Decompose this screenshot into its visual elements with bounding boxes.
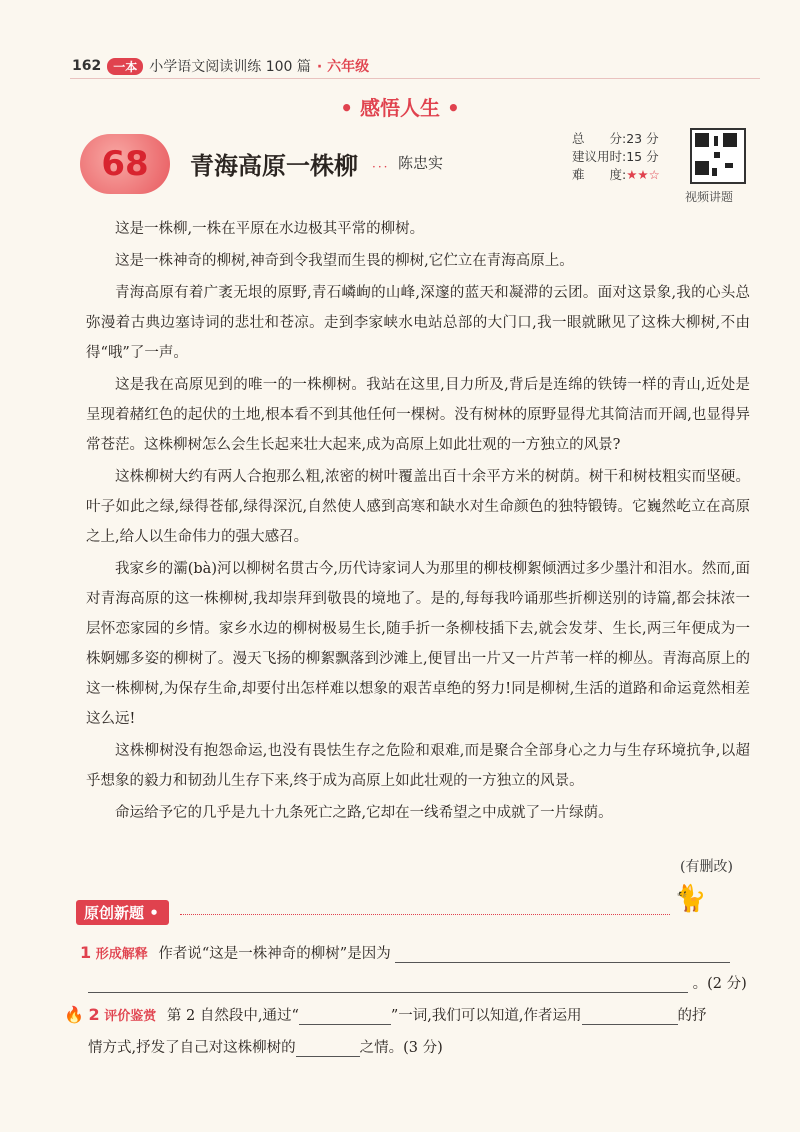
dotted-divider: [180, 914, 670, 915]
answer-blank[interactable]: [88, 978, 688, 993]
question-2-line2: [88, 1036, 758, 1057]
paragraph: 这是一株柳,一株在平原在水边极其平常的柳树。: [115, 221, 425, 237]
answer-blank[interactable]: [299, 1010, 391, 1025]
flame-icon: 🔥: [64, 1005, 84, 1024]
paragraph: 这是我在高原见到的唯一的一株柳树。我站在这里,目力所及,背后是连绵的铁铸一样的青山,近处是呈现着赭红色的起伏的土地,根本看不到其他任何一棵树。没有树林的原野显得尤其简洁而开阔,也显得异常苍茫。这株柳树怎么会生长起来壮大起来,成为高原上如此壮观的一方独立的风景?: [86, 377, 750, 453]
article-body: [86, 214, 750, 830]
question-score: 。(2 分): [692, 976, 747, 992]
question-tag: 评价鉴赏: [104, 1009, 157, 1024]
difficulty-label: 难 度:: [572, 167, 627, 182]
paragraph: 这株柳树没有抱怨命运,也没有畏怯生存之危险和艰难,而是聚合全部身心之力与生存环境抗争,以超乎想象的毅力和韧劲儿生存下来,终于成为高原上如此壮观的一方独立的风景。: [86, 743, 750, 789]
info-box: [572, 130, 660, 184]
running-header: [72, 56, 369, 76]
question-text: 情方式,抒发了自己对这株柳树的: [88, 1040, 296, 1056]
cat-icon: 🐈: [674, 884, 707, 914]
lesson-title: 青海高原一株柳: [190, 152, 358, 180]
question-number: 2: [88, 1005, 100, 1024]
source-note: (有删改): [680, 859, 733, 875]
question-1: [80, 942, 760, 963]
question-tag: 形成解释: [95, 947, 148, 962]
qr-label: 视频讲题: [685, 190, 734, 204]
answer-blank[interactable]: [395, 948, 730, 963]
paragraph: 我家乡的灞(bà)河以柳树名贯古今,历代诗家词人为那里的柳枝柳絮倾洒过多少墨汁和泪水。然而,面对青海高原的这一株柳树,我却崇拜到敬畏的境地了。是的,每每我吟诵那些折柳送别的诗篇,都会抹浓一层怀恋家园的乡情。家乡水边的柳树极易生长,随手折一条柳枝插下去,就会发芽、生长,两三年便成为一株婀娜多姿的柳树了。漫天飞扬的柳絮飘落到沙滩上,便冒出一片又一片芦苇一样的柳丛。青海高原上的这一株柳树,为保存生命,却要付出怎样难以想象的艰苦卓绝的努力!同是柳树,生活的道路和命运竟然相差这么远!: [86, 561, 750, 727]
header-divider: [70, 78, 760, 79]
suggested-time: 建议用时:15 分: [572, 149, 659, 164]
grade-label: · 六年级: [316, 59, 370, 75]
question-text: ”一词,我们可以知道,作者运用: [390, 1008, 582, 1024]
title-dots: ···: [372, 160, 390, 174]
answer-blank[interactable]: [582, 1010, 678, 1025]
paragraph: 这是一株神奇的柳树,神奇到令我望而生畏的柳树,它伫立在青海高原上。: [115, 253, 574, 269]
section-title: • 感悟人生 •: [340, 96, 460, 120]
question-text: 作者说“这是一株神奇的柳树”是因为: [158, 946, 391, 962]
question-text: 的抒: [677, 1008, 707, 1024]
qr-code-icon[interactable]: [690, 128, 746, 184]
lesson-number-badge: [80, 134, 170, 194]
brand-logo: 一本: [107, 58, 143, 75]
difficulty: [572, 166, 660, 184]
question-number: 1: [80, 943, 92, 962]
difficulty-stars: ★★☆: [626, 167, 660, 182]
lesson-number: 68: [101, 144, 149, 184]
book-title: 小学语文阅读训练 100 篇: [149, 59, 311, 75]
question-1-line2: [88, 972, 758, 993]
paragraph: 这株柳树大约有两人合抱那么粗,浓密的树叶覆盖出百十余平方米的树荫。树干和树枝粗实而坚硬。叶子如此之绿,绿得苍郁,绿得深沉,自然使人感到高寒和缺水对生命颜色的独特锻铸。它巍然屹立在高原之上,给人以生命伟力的强大感召。: [86, 469, 750, 545]
author-name: 陈忠实: [398, 154, 444, 172]
question-text: 第 2 自然段中,通过“: [166, 1008, 299, 1024]
question-2: [64, 1004, 764, 1025]
page-number: 162: [72, 58, 102, 74]
total-score: 总 分:23 分: [572, 131, 659, 146]
answer-blank[interactable]: [296, 1042, 360, 1057]
new-questions-label: 原创新题 •: [76, 900, 169, 925]
paragraph: 青海高原有着广袤无垠的原野,青石嶙峋的山峰,深邃的蓝天和凝滞的云团。面对这景象,我的心头总弥漫着古典边塞诗词的悲壮和苍凉。走到李家峡水电站总部的大门口,我一眼就瞅见了这株大柳树,不由得“哦”了一声。: [86, 285, 750, 361]
question-text: 之情。(3 分): [359, 1040, 443, 1056]
paragraph: 命运给予它的几乎是九十九条死亡之路,它却在一线希望之中成就了一片绿荫。: [115, 805, 613, 821]
